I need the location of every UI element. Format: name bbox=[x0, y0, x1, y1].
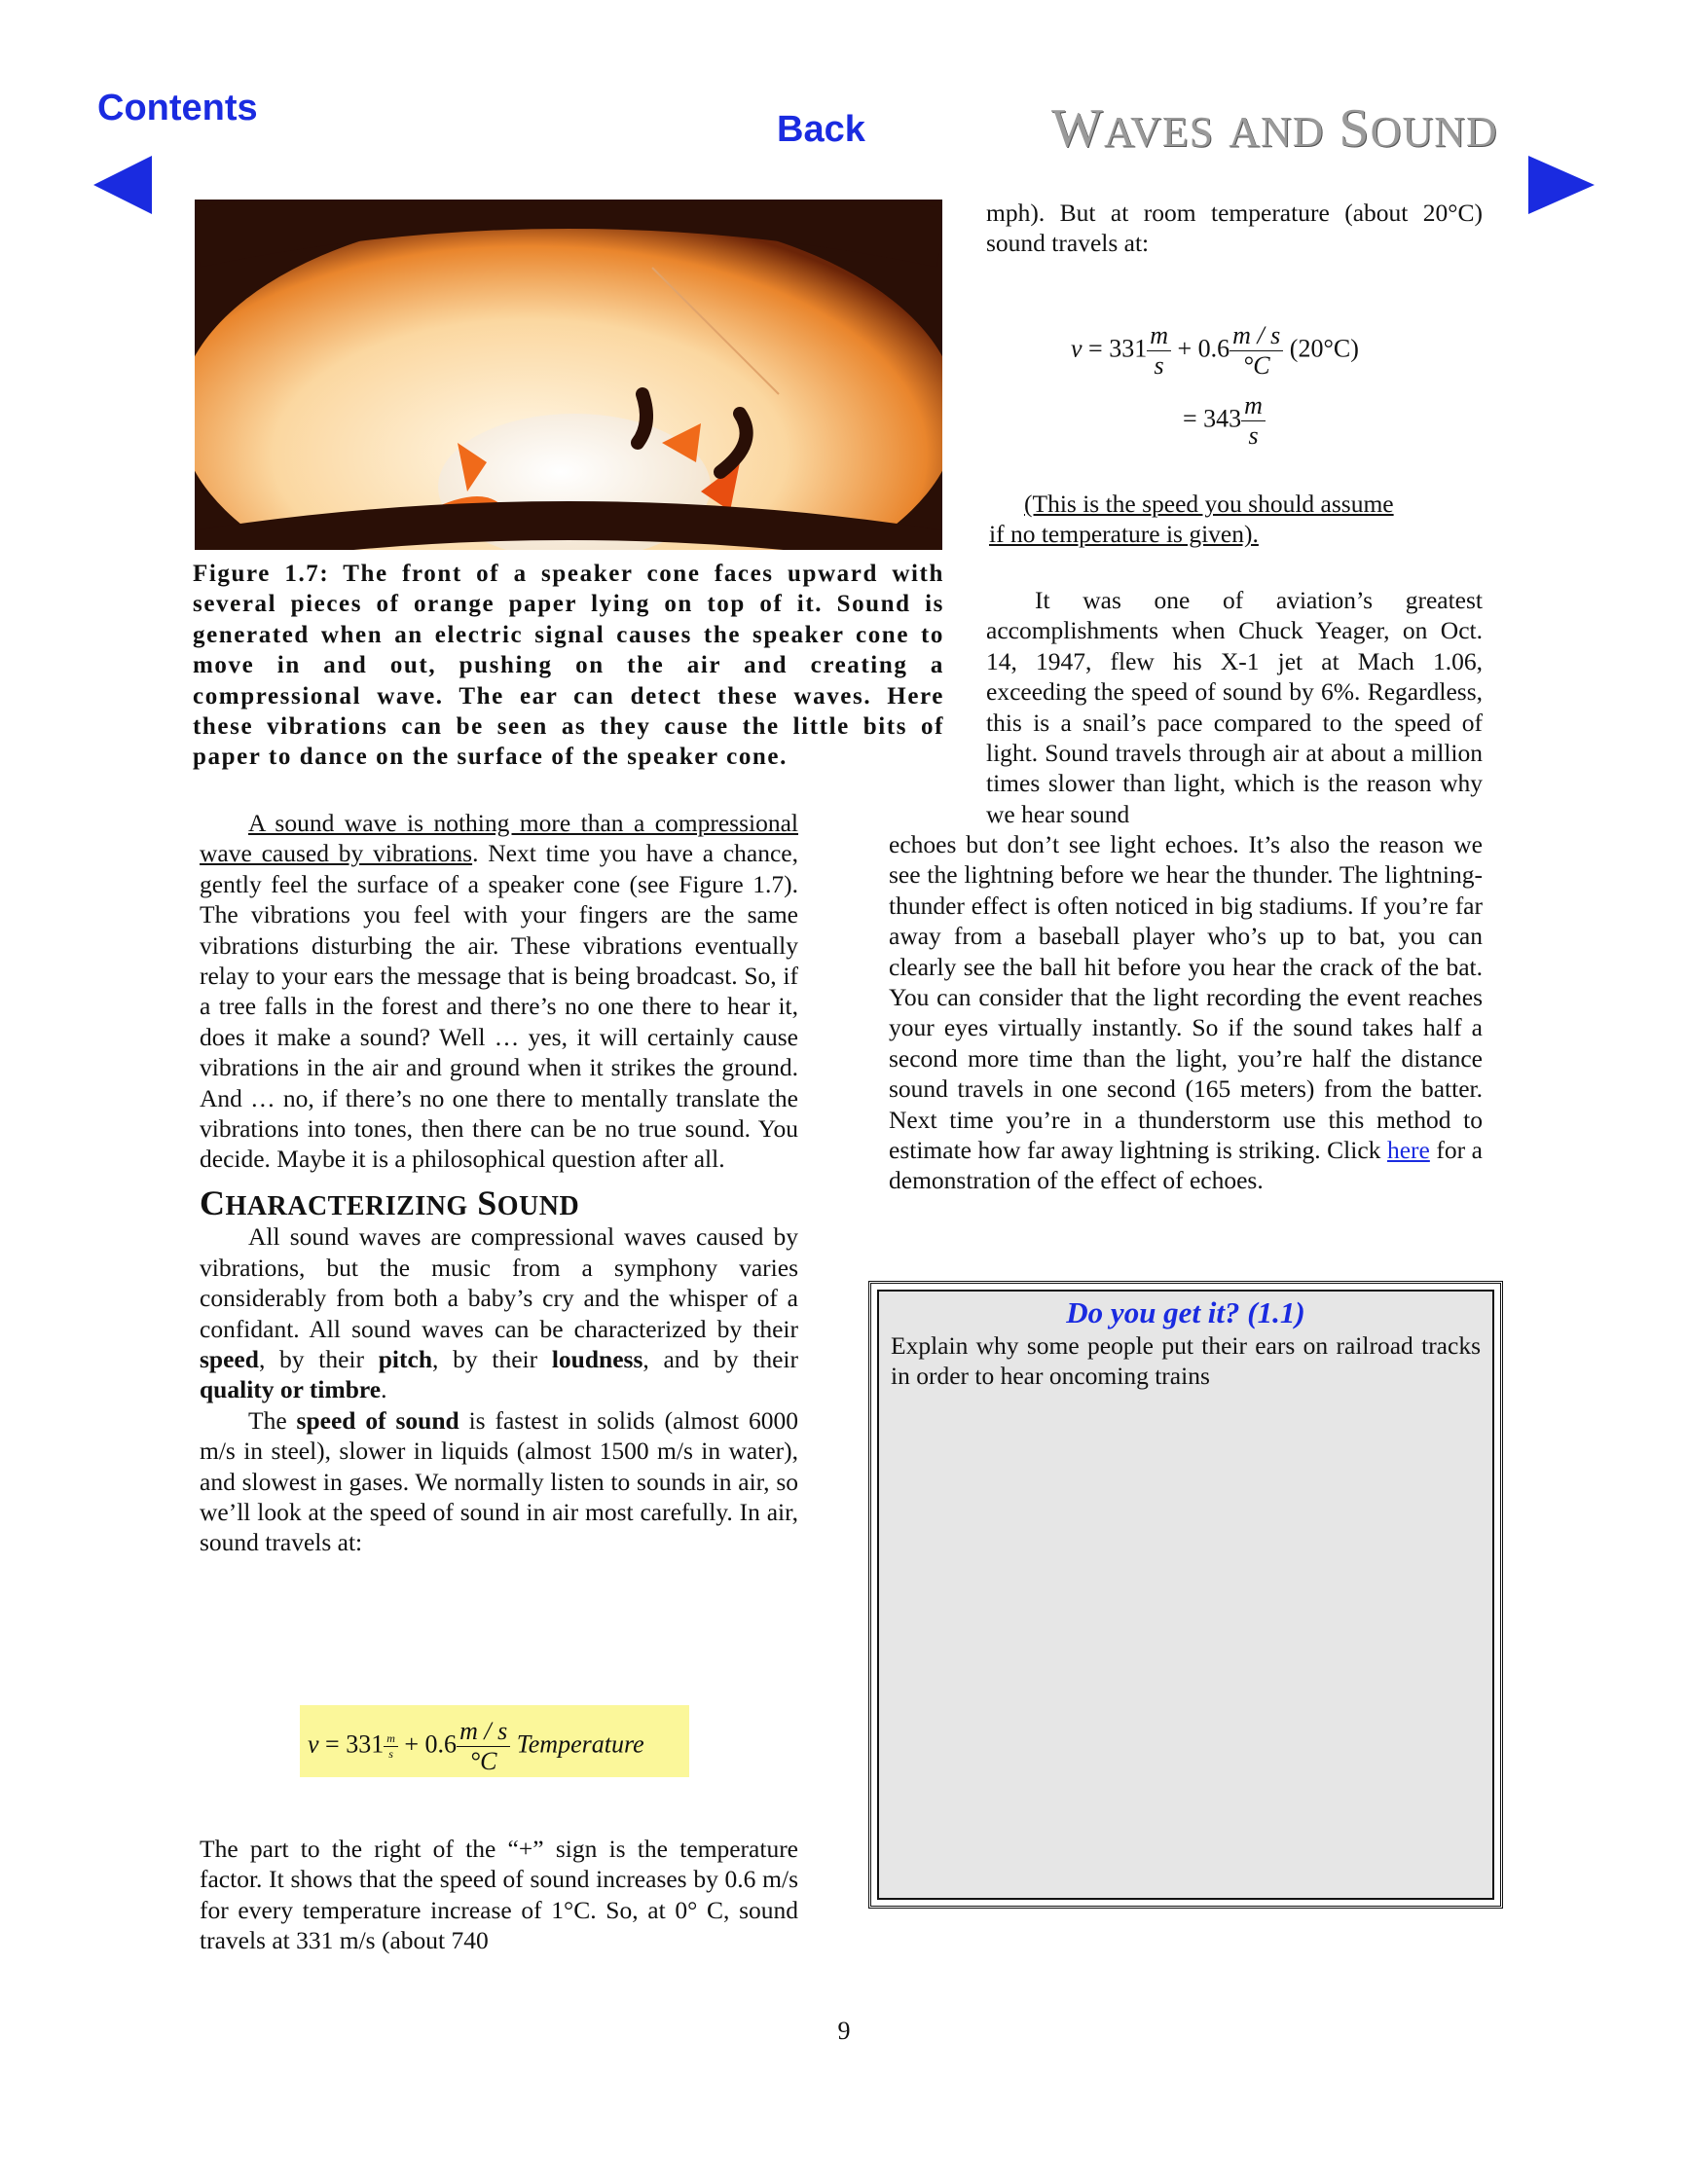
room-temperature-formula: v = 331 $\frac{m}{s}$ + 0.6 $\frac{m / s}{^\circ C}$ (20°C) = 343 $\frac{m}{s}$ bbox=[1071, 321, 1359, 450]
echoes-paragraph: echoes but don’t see light echoes. It’s also the reason we see the lightning before we hear the thunder. The lightning-thunder effect is often noticed in big stadiums. If you’re far away from a baseball player who’s up to bat, you can clearly see the ball hit before you hear the crack of the bat. You can consider that the light recording the event reaches your eyes virtually instantly. So if the sound takes half a second more time than the light, you’re half the distance sound travels in one second (165 meters) from the batter. Next time you’re in a thunderstorm use this method to estimate how far away lightning is striking. Click here for a demonstration of the effect of echoes. bbox=[889, 830, 1483, 1195]
contents-link[interactable]: Contents bbox=[97, 88, 258, 128]
speaker-cone-photo bbox=[195, 200, 942, 550]
right-column-top: mph). But at room temperature (about 20°C) sound travels at: bbox=[986, 199, 1483, 258]
question-answer-area[interactable] bbox=[877, 1290, 1494, 1900]
section-heading: CHARACTERIZING SOUND bbox=[200, 1183, 580, 1222]
previous-page-arrow-icon[interactable] bbox=[93, 156, 152, 214]
do-you-get-it-box bbox=[868, 1281, 1503, 1909]
speed-paragraph: The speed of sound is fastest in solids (almost 6000 m/s in steel), slower in liquids (almost 1500 m/s in water), and slowest in gases. We normally listen to sounds in air, so we’ll look at the speed of sound in air most carefully. In air, sound travels at: bbox=[200, 1405, 798, 1557]
echoes-demo-link[interactable]: here bbox=[1386, 1136, 1430, 1165]
next-page-arrow-icon[interactable] bbox=[1528, 156, 1595, 214]
temperature-factor-paragraph: The part to the right of the “+” sign is the temperature factor. It shows that the speed of sound increases by 0.6 m/s for every temperature increase of 1°C. So, at 0° C, sound travels at 331 m/s (about 740 bbox=[200, 1835, 798, 1955]
figure-caption: Figure 1.7: The front of a speaker cone faces upward with several pieces of orange paper lying on top of it. Sound is generated when an electric signal causes the speaker cone to move in and out, pushing on the air and creating a compressional wave. The ear can detect these waves. Here these vibrations can be seen as they cause the little bits of paper to dance on the surface of the speaker cone. bbox=[193, 561, 944, 771]
back-link[interactable]: Back bbox=[777, 109, 865, 150]
page-number: 9 bbox=[837, 2017, 851, 2045]
characterizing-paragraph: All sound waves are compressional waves caused by vibrations, but the music from a symphony varies considerably from both a baby’s cry and the whisper of a confidant. All sound waves can be characterized by their speed, by their pitch, by their loudness, and by their quality or timbre. bbox=[200, 1222, 798, 1404]
aviation-paragraph: It was one of aviation’s greatest accomplishments when Chuck Yeager, on Oct. 14, 1947, flew his X-1 jet at Mach 1.06, exceeding the speed of sound by 6%. Regardless, this is a snail’s pace compared to the speed of light. Sound travels through air at about a million times slower than light, which is the reason why we hear sound bbox=[986, 586, 1483, 828]
intro-paragraph: A sound wave is nothing more than a compressional wave caused by vibrations. Next time you have a chance, gently feel the surface of a speaker cone (see Figure 1.7). The vibrations you feel with your fingers are the same vibrations disturbing the air. These vibrations eventually relay to your ears the message that is being broadcast. So, if a tree falls in the forest and there’s no one there to hear it, does it make a sound? Well … yes, it will certainly cause vibrations in the air and ground when it strikes the ground. And … no, if there’s no one there to mentally translate the vibrations into tones, then there can be no true sound. You decide. Maybe it is a philosophical question after all. bbox=[200, 809, 798, 1174]
chapter-title: WAVES AND SOUND bbox=[1051, 98, 1498, 159]
question-text: Explain why some people put their ears on railroad tracks in order to hear oncoming trains bbox=[891, 1331, 1481, 1391]
speed-of-sound-formula: v = 331 $\frac{m}{s}$ + 0.6 $\frac{m / s}{^\circ C}$ Temperature bbox=[300, 1705, 689, 1777]
default-speed-note: (This is the speed you should assume if no temperature is given). bbox=[989, 490, 1394, 549]
question-title: Do you get it? (1.1) bbox=[1066, 1295, 1305, 1329]
left-column bbox=[200, 808, 798, 1558]
